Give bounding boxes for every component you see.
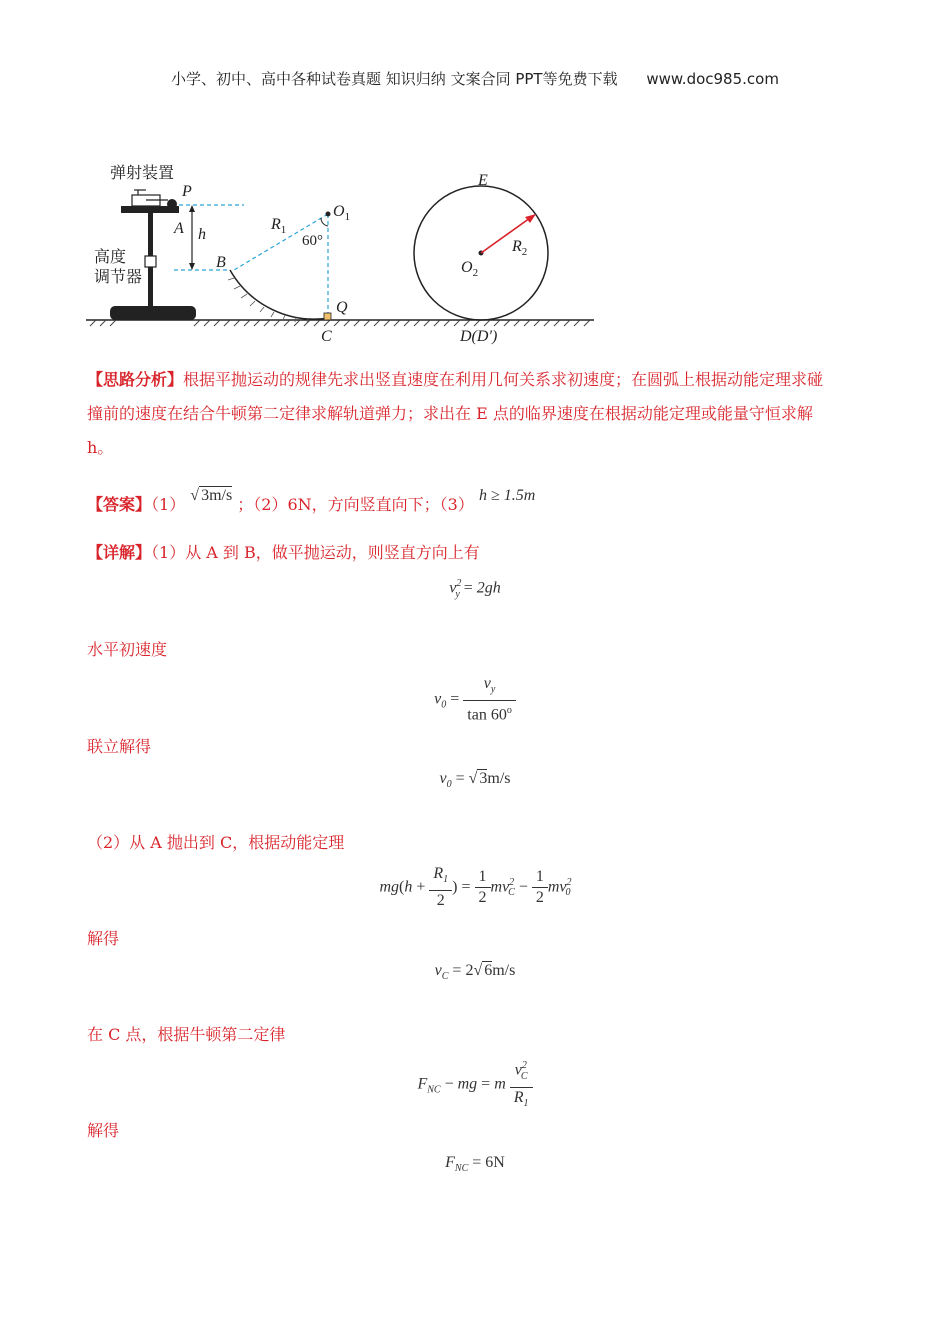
detail-tag: 【详解】 (87, 543, 152, 562)
label-d: D(D′) (460, 328, 498, 345)
analysis-section (87, 363, 867, 465)
analysis-tag: 【思路分析】 (87, 370, 184, 389)
label-adjuster-2: 调节器 (94, 267, 143, 286)
height-adjuster-box (145, 256, 156, 267)
label-c: C (321, 328, 332, 345)
detail-intro (87, 536, 867, 570)
h-arrow-head-top (189, 205, 195, 212)
label-h: h (198, 226, 206, 243)
header-text: 小学、初中、高中各种试卷真题 知识归纳 文案合同 PPT等免费下载 (171, 70, 618, 88)
ground-hatching (90, 320, 590, 326)
stand-base (110, 306, 196, 320)
label-r2: $R_2$ (512, 238, 528, 258)
answer-part-1: （1） (151, 495, 186, 514)
answer-tag: 【答案】 (87, 495, 152, 514)
text-horizontal-velocity: 水平初速度 (87, 640, 168, 659)
header-site: www.doc985.com (646, 70, 779, 88)
equation-2: $v_0$ = $\frac{v_y}{\tan 60^o}$ (0, 674, 950, 726)
answer-section (87, 488, 867, 523)
detail-intro-text: （1）从 A 到 B，做平抛运动，则竖直方向上有 (151, 543, 480, 562)
label-e: E (478, 172, 488, 189)
equation-5: $v_C = 2√$ 6m/s (434, 962, 516, 983)
analysis-line-1: 根据平抛运动的规律先求出竖直速度在利用几何关系求初速度；在圆弧上根据动能定理求碰 (183, 370, 824, 389)
ball (167, 199, 177, 209)
equation-7: $F_{NC} = 6N$ (445, 1154, 505, 1175)
label-q: Q (336, 299, 348, 316)
block-q (324, 313, 331, 320)
angle-arc (321, 218, 328, 226)
text-c-point: 在 C 点，根据牛顿第二定律 (87, 1025, 286, 1044)
label-adjuster-1: 高度 (94, 247, 127, 266)
label-b: B (216, 254, 226, 271)
label-p: P (182, 183, 192, 200)
equation-3: $v_0$ = √ 3m/s (439, 770, 511, 791)
equation-4: mg(h + $\frac{R_1}{2}$ ) = $\frac{1}{2}$ $mv^2_C$ − $\frac{1}{2}$ $mv^2_0$ (379, 865, 572, 910)
label-launcher: 弹射装置 (110, 163, 175, 182)
arc-track (230, 270, 329, 319)
label-a: A (174, 220, 184, 237)
label-o2: $O_2$ (461, 259, 479, 279)
equation-1: $v^2_y = 2gh$ (449, 578, 501, 600)
label-r1: $R_1$ (271, 216, 287, 236)
text-part-2: （2）从 A 抛出到 C，根据动能定理 (87, 833, 345, 852)
answer-3-value: h ≥ 1.5m (478, 487, 536, 504)
label-angle: 60° (302, 233, 323, 249)
center-o1 (326, 212, 331, 217)
radius-r2-arrow-head (525, 214, 536, 223)
analysis-line-3: h。 (87, 438, 114, 457)
physics-diagram (84, 160, 599, 350)
h-arrow-head-bottom (189, 263, 195, 270)
label-o1: $O_1$ (333, 203, 351, 223)
launcher-device (132, 190, 168, 206)
answer-part-2: ；（2）6N，方向竖直向下；（3） (237, 495, 474, 514)
page-header (0, 68, 950, 89)
equation-6: $F_{NC}$ − mg = m $\frac{v^2_C}{R_1}$ (0, 1056, 950, 1114)
analysis-line-2: 撞前的速度在结合牛顿第二定律求解轨道弹力；求出在 E 点的临界速度在根据动能定理或能量守恒求解 (87, 404, 813, 423)
text-solve-1: 联立解得 (87, 737, 152, 756)
text-solve-3: 解得 (87, 1121, 120, 1140)
text-solve-2: 解得 (87, 929, 120, 948)
answer-1-value: √ 3m/s (190, 487, 233, 504)
